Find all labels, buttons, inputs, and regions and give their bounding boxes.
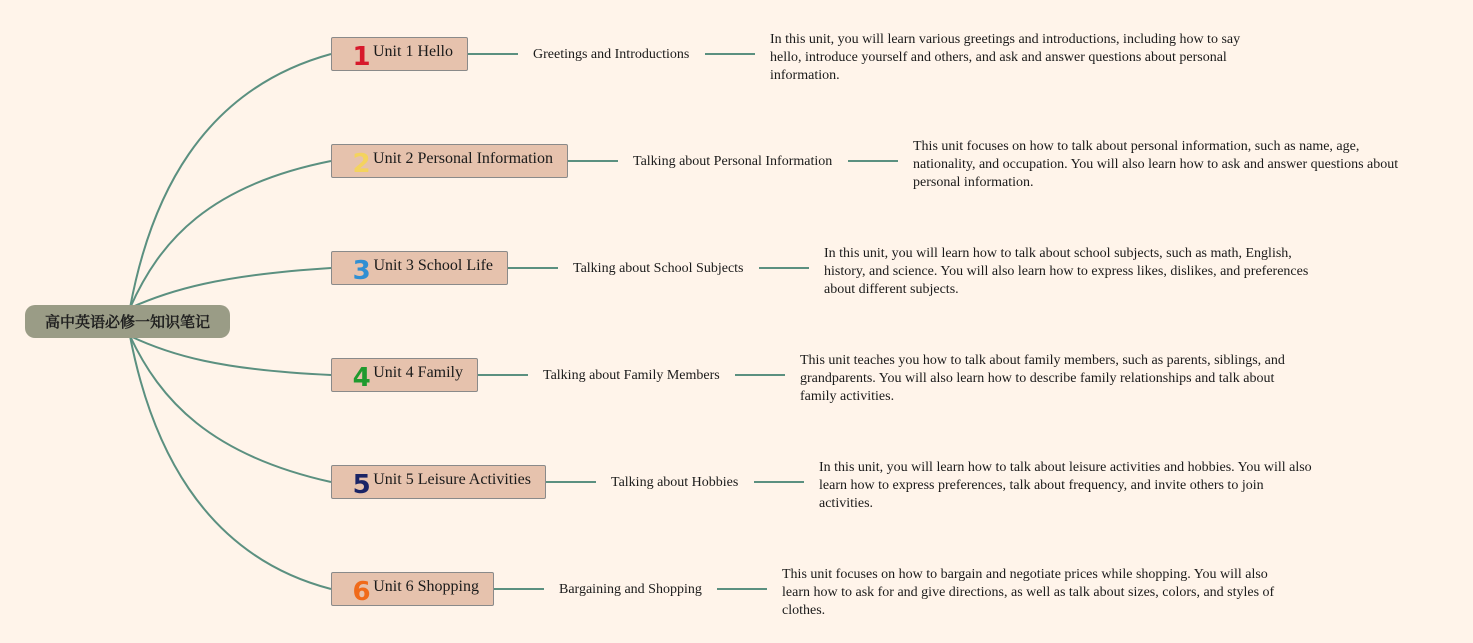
unit-number-icon: 5 xyxy=(352,470,371,500)
unit-label: Unit 5 Leisure Activities xyxy=(373,471,531,488)
unit-number-icon: 4 xyxy=(352,363,371,393)
topic-node-4[interactable]: Talking about Family Members xyxy=(543,368,720,383)
unit-node-6[interactable] xyxy=(331,572,494,606)
topic-node-3[interactable]: Talking about School Subjects xyxy=(573,261,744,276)
unit-node-5[interactable] xyxy=(331,465,546,499)
unit-number-icon: 3 xyxy=(352,256,371,286)
root-title: 高中英语必修一知识笔记 xyxy=(44,313,210,331)
root-node[interactable] xyxy=(25,305,230,338)
unit-number-icon: 6 xyxy=(352,577,371,607)
unit-number-icon: 2 xyxy=(352,149,371,179)
unit-label: Unit 3 School Life xyxy=(373,257,493,274)
topic-node-6[interactable]: Bargaining and Shopping xyxy=(559,582,702,597)
branch-line-3 xyxy=(130,268,331,308)
topic-node-1[interactable]: Greetings and Introductions xyxy=(533,47,690,62)
unit-node-3[interactable] xyxy=(331,251,508,285)
topic-node-2[interactable]: Talking about Personal Information xyxy=(633,154,833,169)
branch-line-4 xyxy=(130,336,331,375)
topic-node-5[interactable]: Talking about Hobbies xyxy=(611,475,739,490)
description-node-5[interactable]: In this unit, you will learn how to talk about leisure activities and hobbies. You will also learn how to express preferences, talk about frequency, and invite others to join activities. xyxy=(819,460,1312,511)
unit-node-4[interactable] xyxy=(331,358,478,392)
branch-line-2 xyxy=(130,161,331,308)
unit-node-1[interactable] xyxy=(331,37,468,71)
unit-label: Unit 4 Family xyxy=(373,364,463,381)
unit-label: Unit 1 Hello xyxy=(373,43,453,60)
unit-label: Unit 2 Personal Information xyxy=(373,150,553,167)
unit-node-2[interactable] xyxy=(331,144,568,178)
description-node-4[interactable]: This unit teaches you how to talk about family members, such as parents, siblings, and grandparents. You will also learn how to describe family relationships and talk about family activities. xyxy=(800,353,1285,404)
description-node-1[interactable]: In this unit, you will learn various greetings and introductions, including how to say hello, introduce yourself and others, and ask and answer questions about personal information. xyxy=(770,32,1241,83)
description-node-6[interactable]: This unit focuses on how to bargain and negotiate prices while shopping. You will also learn how to ask for and give directions, as well as talk about sizes, colors, and styles of clothes. xyxy=(782,567,1275,618)
unit-number-icon: 1 xyxy=(352,42,371,72)
unit-label: Unit 6 Shopping xyxy=(373,578,479,595)
description-node-3[interactable]: In this unit, you will learn how to talk about school subjects, such as math, English, history, and science. You will also learn how to express likes, dislikes, and preferences about different subjects. xyxy=(824,246,1309,297)
description-node-2[interactable]: This unit focuses on how to talk about personal information, such as name, age, nationality, and occupation. You will also learn how to ask and answer questions about personal information. xyxy=(913,139,1399,190)
branch-line-5 xyxy=(130,336,331,482)
